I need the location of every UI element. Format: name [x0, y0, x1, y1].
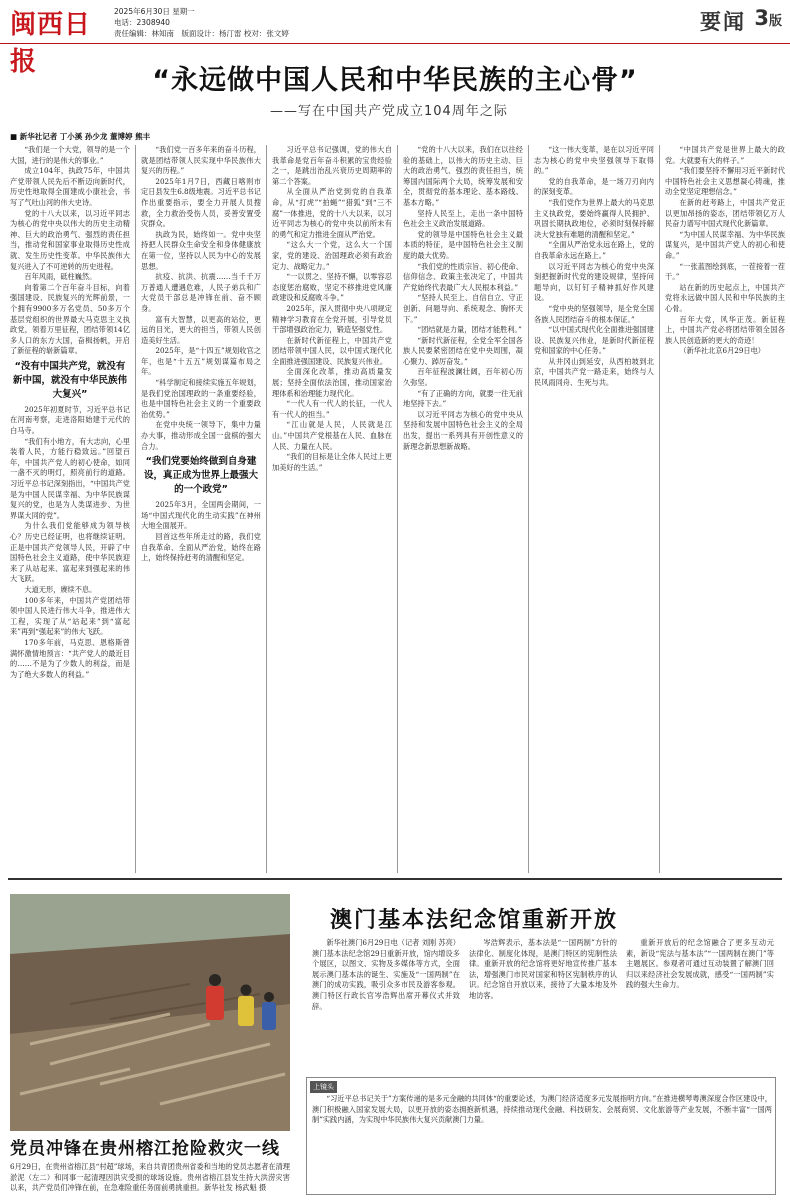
paragraph: “坚持人民至上、自信自立、守正创新、问题导向、系统观念、胸怀天下。” [403, 293, 523, 324]
page-number [754, 6, 782, 30]
column-rule [397, 145, 398, 873]
masthead [0, 0, 790, 77]
paragraph: 党的十八大以来，以习近平同志为核心的党中央以伟大的历史主动精神、巨大的政治勇气、强烈的责任担当，推动党和国家事业取得历史性成就、发生历史性变革。中华民族伟大复兴进入了不可逆转的历史进程。 [10, 208, 130, 271]
paragraph: “中国共产党是世界上最大的政党。大就要有大的样子。” [665, 145, 785, 165]
paragraph: 百年大党，风华正茂。新征程上，中国共产党必将团结带领全国各族人民创造新的更大的奇迹！ [665, 314, 785, 345]
paragraph: 向着第二个百年奋斗目标，向着强国建设、民族复兴的光辉前景，一个拥有9900多万名党员、50多万个基层党组织的世界最大马克思主义执政党，领着万里征程，团结带领14亿多人口的东方大国，奋楫扬帆，开启了新征程的崭新篇章。 [10, 282, 130, 356]
paragraph: 党的领导是中国特色社会主义最本质的特征，是中国特色社会主义制度的最大优势。 [403, 229, 523, 260]
page-suffix: 版 [768, 14, 782, 29]
paragraph: 以习近平同志为核心的党中央深刻把握新时代党的建设规律，坚持问题导向，以钉钉子精神抓好作风建设。 [534, 261, 654, 303]
paragraph: 百年风雨，砥柱巍然。 [24, 272, 97, 282]
lead-headline: “永远做中国人民和中华民族的主心骨” [152, 65, 638, 96]
phone: 电话：2308940 [114, 18, 170, 27]
paragraph: “我们的目标是让全体人民过上更加美好的生活。” [272, 452, 392, 472]
paragraph: “江山就是人民，人民就是江山。”中国共产党根基在人民、血脉在人民、力量在人民。 [272, 420, 392, 451]
lead-column [10, 145, 130, 873]
paragraph: “我们要坚持不懈用习近平新时代中国特色社会主义思想凝心铸魂，推动全党坚定理想信念。” [665, 166, 785, 197]
editors: 责任编辑：林知南 版面设计：杨汀雷 校对：张文婷 [114, 29, 289, 38]
paragraph: 大道无形，赓续不息。 [24, 584, 97, 594]
macau-column [626, 938, 774, 1072]
paragraph: 全面深化改革，推动高质量发展；坚持全面依法治国，推动国家治理体系和治理能力现代化。 [272, 367, 392, 398]
flood-rescue-photo [10, 894, 290, 1131]
column-rule [266, 145, 267, 873]
masthead-meta [114, 6, 289, 39]
paragraph: “一张蓝图绘到底，一茬接着一茬干。” [665, 261, 785, 282]
page-number-digit: 3 [754, 6, 769, 30]
paragraph: 回首这些年所走过的路，我们党自我革命、全面从严治党，始终在路上，始终保持赶考的清醒和坚定。 [141, 532, 261, 563]
paragraph: “党中央的坚强领导，是全党全国各族人民团结奋斗的根本保证。” [534, 303, 654, 324]
photo-illustration [10, 894, 290, 1131]
column-rule [528, 145, 529, 873]
paragraph: “这一伟大变革，是在以习近平同志为核心的党中央坚强领导下取得的。” [534, 145, 654, 176]
paragraph: 2025年，深入贯彻中央八项规定精神学习教育在全党开展，引导党员干部增强政治定力，锻造坚强党性。 [272, 303, 392, 335]
paragraph: “有了正确的方向，就要一往无前地坚持下去。” [403, 388, 523, 409]
paragraph: 从全面从严治党到党的自我革命，从“打虎”“拍蝇”“猎狐”到“三不腐”一体推进，党的十八大以来，以习近平同志为核心的党中央以前所未有的勇气和定力推进全面从严治党。 [272, 187, 392, 239]
lead-column [141, 145, 261, 873]
paragraph: 在新时代新征程上，中国共产党团结带领中国人民，以中国式现代化全面推进强国建设、民族复兴伟业。 [272, 335, 392, 366]
paragraph: “一代人有一代人的长征，一代人有一代人的担当。” [272, 399, 392, 419]
paragraph: 成立104年，执政75年，中国共产党带领人民先后不断迈向新时代，历史性地取得全面建成小康社会，书写了气吐山河的伟大史诗。 [10, 166, 130, 207]
lead-column [272, 145, 392, 873]
paragraph: 岑浩辉表示，基本法是“一国两制”方针的法律化、制度化体现，是澳门特区的宪制性法律。重新开放的纪念馆将更好地宣传推广基本法，增强澳门市民对国家和特区宪制秩序的认识。纪念馆自开放以来，接待了大量本地及外地访客。 [469, 938, 617, 1000]
paragraph: “我们是一个大党，领导的是一个大国，进行的是伟大的事业。” [10, 145, 130, 165]
paragraph: 站在新的历史起点上，中国共产党将永远做中国人民和中华民族的主心骨。 [665, 282, 785, 313]
paragraph: 执政为民，始终如一。党中央坚持把人民群众生命安全和身体健康放在第一位，坚持以人民为中心的发展思想。 [141, 229, 261, 271]
paragraph: “我们党的性质宗旨、初心使命、信仰信念、政策主张决定了，中国共产党始终代表最广大人民根本利益。” [403, 261, 523, 292]
paragraph: 党的自我革命，是一场刀刃向内的深刻变革。 [534, 176, 654, 197]
paragraph: “科学制定和接续实施五年规划，是我们党治国理政的一条重要经验，也是中国特色社会主义的一个重要政治优势。” [141, 378, 261, 419]
paragraph: 百年征程波澜壮阔，百年初心历久弥坚。 [403, 367, 523, 388]
photo-title: 党员冲锋在贵州榕江抢险救灾一线 [10, 1139, 280, 1159]
paragraph: 在党中央统一领导下，集中力量办大事，推动形成全国一盘棋的强大合力。 [141, 420, 261, 451]
section-divider [8, 878, 782, 880]
paragraph: “我们党作为世界上最大的马克思主义执政党，要始终赢得人民拥护、巩固长期执政地位，必须时刻保持解决大党独有难题的清醒和坚定。” [534, 197, 654, 239]
sidebar-tag: 上镜头 [310, 1081, 337, 1093]
newspaper-logo: 闽西日报 [10, 10, 92, 77]
lead-column [534, 145, 654, 873]
paragraph: 新华社澳门6月29日电（记者 刘刚 苏亮）澳门基本法纪念馆29日重新开放，馆内增设多个展区，以图文、实物及多媒体等方式，全面展示澳门基本法的诞生、实施及“一国两制”在澳门的成功实践，吸引众多市民及游客参观。澳门特区行政长官岑浩辉出席开幕仪式并致辞。 [312, 938, 460, 1011]
paragraph: 习近平总书记强调，党的伟大自我革命是党百年奋斗积累的宝贵经验之一，是跳出治乱兴衰历史周期率的第二个答案。 [272, 145, 392, 186]
subheading: “没有中国共产党，就没有新中国，就没有中华民族伟大复兴” [12, 360, 127, 400]
paragraph: 2025年，是“十四五”规划收官之年，也是“十五五”规划谋篇布局之年。 [141, 346, 261, 377]
macau-column [312, 938, 460, 1072]
paragraph: “以中国式现代化全面推进强国建设、民族复兴伟业，是新时代新征程党和国家的中心任务。” [534, 325, 654, 356]
paragraph: “全面从严治党永远在路上，党的自我革命永远在路上。” [534, 240, 654, 260]
paragraph: 2025年初夏时节，习近平总书记在河南考察，走进洛阳始建于元代的白马寺。 [10, 404, 130, 436]
paragraph: 2025年3月，全国两会期间，一场“中国式现代化的生动实践”在神州大地全面展开。 [141, 500, 261, 531]
paragraph: 100多年来，中国共产党团结带领中国人民进行伟大斗争，推进伟大工程，实现了从“站起来”到“富起来”再到“强起来”的伟大飞跃。 [10, 595, 130, 637]
sidebar-paragraph: “习近平总书记关于”方案传递的是多元金融的共同体“的重要论述，为澳门经济适度多元发展指明方向。”在推进横琴粤澳深度合作区建设中，澳门积极融入国家发展大局，以更开放的姿态拥抱新机遇，持续推动现代金融、科技研发、会展商贸、文化旅游等产业发展，不断丰富“一国两制”实践内涵，为实现中华民族伟大复兴贡献澳门力量。 [312, 1094, 772, 1125]
paragraph: 以习近平同志为核心的党中央从坚持和发展中国特色社会主义的全局出发，提出一系列具有开创性意义的新理念新思想新战略。 [403, 409, 523, 451]
paragraph: 2025年1月7日，西藏日喀则市定日县发生6.8级地震。习近平总书记作出重要指示，要全力开展人员搜救，全力救治受伤人员，妥善安置受灾群众。 [141, 176, 261, 229]
lead-column [403, 145, 523, 873]
paragraph: “我们党一百多年来的奋斗历程，就是团结带领人民实现中华民族伟大复兴的历程。” [141, 145, 261, 176]
paragraph: “党的十八大以来，我们在以往经验的基础上，以伟大的历史主动、巨大的政治勇气、强烈的责任担当，统筹国内国际两个大局，统筹发展和安全，贯彻党的基本理论、基本路线、基本方略。” [403, 145, 523, 207]
lead-column [665, 145, 785, 873]
paragraph: “一以贯之、坚持不懈，以零容忍态度惩治腐败，坚定不移推进党风廉政建设和反腐败斗争。” [272, 272, 392, 303]
paragraph: 从井冈山到延安，从西柏坡到北京，中国共产党一路走来，始终与人民风雨同舟、生死与共。 [534, 356, 654, 388]
macau-headline: 澳门基本法纪念馆重新开放 [330, 908, 619, 933]
paragraph: 为什么我们党能够成为领导核心？历史已经证明，也将继续证明。正是中国共产党领导人民，开辟了中国特色社会主义道路，使中华民族迎来了从站起来、富起来到强起来的伟大飞跃。 [10, 521, 130, 584]
paragraph: 重新开放后的纪念馆融合了更多互动元素，新设“宪法与基本法”“一国两制在澳门”等主题展区。参观者可通过互动装置了解澳门回归以来经济社会发展成就，感受“一国两制”实践的强大生命力。 [626, 938, 774, 990]
paragraph: “为中国人民谋幸福、为中华民族谋复兴，是中国共产党人的初心和使命。” [665, 229, 785, 260]
paragraph: “团结就是力量，团结才能胜利。” [417, 325, 522, 335]
paragraph: “这么大一个党，这么大一个国家，党的建设、治国理政必须有政治定力、战略定力。” [272, 240, 392, 271]
macau-column [469, 938, 617, 1072]
paragraph: 170多年前，马克思、恩格斯曾满怀激情地预言：“共产党人的最近目的……不是为了少数人的利益，而是为了绝大多数人的利益。” [10, 637, 130, 679]
paragraph: “我们有小地方，有大志向，心里装着人民，方能行稳致远。”回望百年，中国共产党人的初心使命，如同一盏不灭的明灯，照亮前行的道路。习近平总书记深刻指出，“中国共产党是为中国人民谋幸福、为中华民族谋复兴的党，也是为人类谋进步、为世界谋大同的党”。 [10, 436, 130, 520]
section-title: 要闻 [700, 10, 746, 34]
subheading: “我们党要始终做到自身建设，真正成为世界上最强大的一个政党” [143, 456, 258, 496]
paragraph: 抗疫、抗洪、抗震……当千千万万普通人遭遇危难，人民子弟兵和广大党员干部总是冲锋在前、奋不顾身。 [141, 272, 261, 313]
lead-subhead: ——写在中国共产党成立104周年之际 [270, 104, 508, 119]
paragraph: 富有大智慧，以更高的站位，更远的目光，更大的担当，带领人民创造美好生活。 [141, 314, 261, 345]
paragraph: 在新的赶考路上，中国共产党正以更加昂扬的姿态，团结带领亿万人民奋力谱写中国式现代化新篇章。 [665, 197, 785, 229]
column-rule [135, 145, 136, 873]
sidebar-text [312, 1094, 772, 1192]
paragraph: 坚持人民至上，走出一条中国特色社会主义政治发展道路。 [403, 208, 523, 229]
column-rule [659, 145, 660, 873]
photo-caption: 6月29日，在贵州省榕江县“村超”球场，来自共青团贵州省委和当地的党员志愿者在清理淤泥（左二）和同事一起清理因洪灾受损的球场设施。贵州省榕江县发生持大洪涝灾害以来，共产党员们冲锋在前，在急难险重任务面前勇挑重担。新华社发 杨武魁 摄 [10, 1162, 290, 1193]
lead-byline: ■ 新华社记者 丁小溪 孙少龙 董博婷 熊丰 [10, 132, 151, 141]
issue-date: 2025年6月30日 星期一 [114, 7, 195, 16]
paragraph: （新华社北京6月29日电） [679, 346, 765, 356]
paragraph: “新时代新征程，全党全军全国各族人民要紧密团结在党中央周围，凝心聚力、踔厉奋发。” [403, 335, 523, 366]
